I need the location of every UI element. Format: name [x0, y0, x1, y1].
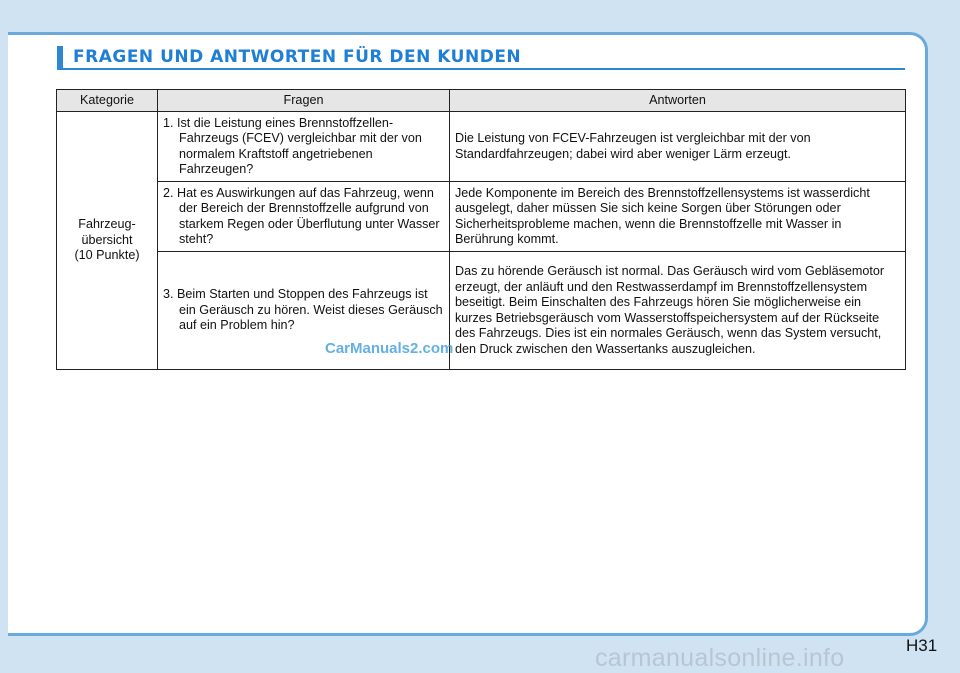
- header-antworten: Antworten: [450, 90, 906, 112]
- question-cell: [158, 182, 450, 252]
- title-accent-bar: [57, 46, 63, 68]
- section-header: [57, 46, 521, 68]
- question-text: 2. Hat es Auswirkungen auf das Fahrzeug, wenn der Bereich der Brennstoffzelle aufgrund von starkem Regen oder Überflutung unter Wasser steht?: [163, 185, 440, 246]
- footer-watermark: carmanualsonline.info: [595, 644, 845, 672]
- title-underline: [57, 68, 905, 70]
- header-fragen: Fragen: [158, 90, 450, 112]
- table-row: [57, 252, 906, 370]
- header-kategorie: Kategorie: [57, 90, 158, 112]
- page-number: H31: [906, 636, 938, 655]
- answer-cell: Die Leistung von FCEV-Fahrzeugen ist vergleichbar mit der von Standardfahrzeugen; dabei wird aber weniger Lärm erzeugt.: [450, 112, 906, 182]
- question-text: 1. Ist die Leistung eines Brennstoffzellen-Fahrzeugs (FCEV) vergleichbar mit der von normalem Kraftstoff angetriebenen Fahrzeugen?: [163, 115, 422, 176]
- question-text: 3. Beim Starten und Stoppen des Fahrzeugs ist ein Geräusch zu hören. Weist dieses Geräusch auf ein Problem hin?: [163, 287, 443, 333]
- answer-cell: Das zu hörende Geräusch ist normal. Das Geräusch wird vom Gebläsemotor erzeugt, der anläuft und den Restwasserdampf im Brennstoffzellensystem beseitigt. Beim Einschalten des Fahrzeugs hören Sie möglicherweise ein kurzes Betriebsgeräusch vom Wasserstoffspeichersystem auf der Rückseite des Fahrzeugs. Dies ist ein normales Geräusch, wenn das System versucht, den Druck zwischen den Wassertanks auszugleichen.: [450, 252, 906, 370]
- watermark-text: CarManuals2.com: [325, 340, 454, 357]
- category-label: Fahrzeug- übersicht (10 Punkte): [74, 217, 140, 263]
- answer-cell: Jede Komponente im Bereich des Brennstoffzellensystems ist wasserdicht ausgelegt, daher müssen Sie sich keine Sorgen über Störungen oder Sicherheitsprobleme machen, wenn die Brennstoffzelle mit Wasser in Berührung kommt.: [450, 182, 906, 252]
- category-cell: [57, 112, 158, 370]
- qa-table: [56, 89, 906, 370]
- table-row: [57, 112, 906, 182]
- table-header-row: [57, 90, 906, 112]
- table-row: [57, 182, 906, 252]
- question-cell: [158, 112, 450, 182]
- section-title: FRAGEN UND ANTWORTEN FÜR DEN KUNDEN: [73, 47, 522, 67]
